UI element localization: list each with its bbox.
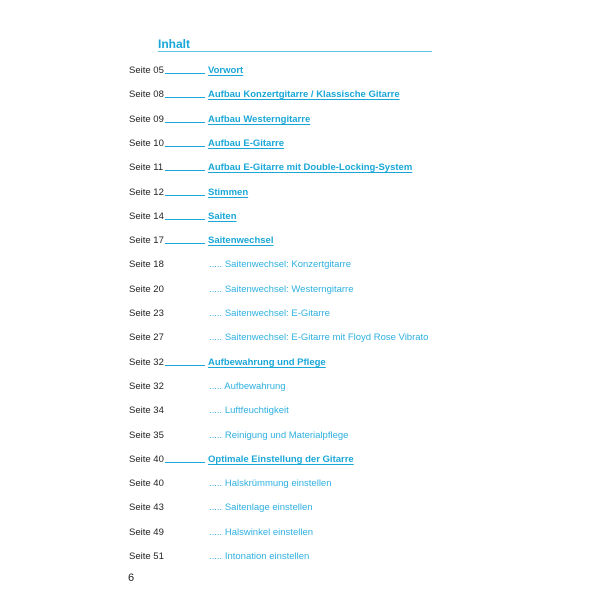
- toc-page-ref: Seite 05: [129, 65, 164, 76]
- toc-page-ref: Seite 14: [129, 210, 164, 222]
- toc-page-ref: Seite 32: [129, 380, 164, 392]
- toc-leader-line: [165, 97, 205, 98]
- toc-page-ref: Seite 49: [129, 526, 164, 538]
- toc-page-ref: Seite 34: [129, 405, 164, 417]
- toc-page-ref: Seite 10: [129, 137, 164, 149]
- toc-subsection-link[interactable]: ..... Luftfeuchtigkeit: [209, 405, 289, 417]
- toc-leader-line: [165, 73, 205, 74]
- toc-subsection-link[interactable]: ..... Reinigung und Materialpflege: [209, 429, 349, 441]
- toc-page-ref: Seite 27: [129, 332, 164, 344]
- toc-leader-line: [165, 170, 205, 171]
- page-number: 6: [128, 572, 135, 584]
- toc-chapter-link[interactable]: Optimale Einstellung der Gitarre: [208, 453, 354, 465]
- toc-row: [0, 379, 600, 395]
- toc-subsection-link[interactable]: ..... Halskrümmung einstellen: [209, 478, 332, 490]
- toc-subsection-link[interactable]: ..... Saitenlage einstellen: [209, 502, 313, 514]
- toc-heading: Inhalt: [158, 37, 190, 51]
- toc-page-ref: Seite 40: [129, 453, 164, 465]
- toc-page-ref: Seite 18: [129, 259, 164, 271]
- toc-row: [0, 87, 600, 103]
- toc-row: [0, 428, 600, 444]
- toc-row: [0, 306, 600, 322]
- toc-page-ref: Seite 08: [129, 89, 164, 101]
- toc-row: [0, 160, 600, 176]
- toc-subsection-link[interactable]: ..... Halswinkel einstellen: [209, 526, 314, 538]
- toc-page-ref: Seite 17: [129, 235, 164, 247]
- toc-row: [0, 355, 600, 371]
- toc-page-ref: Seite 11: [129, 162, 164, 174]
- toc-leader-line: [165, 365, 205, 366]
- toc-subsection-link[interactable]: ..... Saitenwechsel: Westerngitarre: [209, 283, 354, 295]
- toc-row: [0, 403, 600, 419]
- toc-chapter-link[interactable]: Aufbau E-Gitarre: [208, 137, 285, 149]
- toc-chapter-link[interactable]: Aufbau Konzertgitarre / Klassische Gitarre: [208, 89, 400, 101]
- toc-row: [0, 452, 600, 468]
- toc-leader-line: [165, 146, 205, 147]
- toc-row: [0, 525, 600, 541]
- toc-row: [0, 136, 600, 152]
- toc-chapter-link[interactable]: Saitenwechsel: [208, 235, 274, 247]
- toc-leader-line: [165, 219, 205, 220]
- toc-page-ref: Seite 12: [129, 186, 164, 198]
- toc-chapter-link[interactable]: Aufbau Westerngitarre: [208, 113, 311, 125]
- toc-row: [0, 233, 600, 249]
- toc-subsection-link[interactable]: ..... Saitenwechsel: E-Gitarre: [209, 308, 330, 319]
- toc-leader-line: [165, 462, 205, 463]
- toc-row: [0, 63, 600, 79]
- toc-page-ref: Seite 35: [129, 429, 164, 441]
- toc-row: [0, 282, 600, 298]
- toc-leader-line: [165, 122, 205, 123]
- toc-row: [0, 209, 600, 225]
- toc-page-ref: Seite 43: [129, 502, 164, 514]
- toc-page-ref: Seite 09: [129, 113, 164, 125]
- toc-chapter-link[interactable]: Saiten: [208, 210, 237, 222]
- toc-subsection-link[interactable]: ..... Saitenwechsel: E-Gitarre mit Floyd Rose Vibrato: [209, 332, 429, 344]
- toc-page-ref: Seite 23: [129, 308, 164, 319]
- toc-row: [0, 549, 600, 565]
- toc-subsection-link[interactable]: ..... Intonation einstellen: [209, 551, 310, 562]
- toc-row: [0, 112, 600, 128]
- toc-row: [0, 500, 600, 516]
- toc-subsection-link[interactable]: ..... Aufbewahrung: [209, 380, 286, 392]
- toc-chapter-link[interactable]: Vorwort: [208, 65, 244, 76]
- toc-row: [0, 257, 600, 273]
- toc-page-ref: Seite 51: [129, 551, 164, 562]
- toc-chapter-link[interactable]: Aufbau E-Gitarre mit Double-Locking-System: [208, 162, 413, 174]
- toc-leader-line: [165, 243, 205, 244]
- toc-page-ref: Seite 20: [129, 283, 164, 295]
- toc-row: [0, 330, 600, 346]
- toc-page-ref: Seite 32: [129, 356, 164, 368]
- toc-leader-line: [165, 195, 205, 196]
- toc-row: [0, 185, 600, 201]
- toc-chapter-link[interactable]: Aufbewahrung und Pflege: [208, 356, 326, 368]
- toc-row: [0, 476, 600, 492]
- toc-subsection-link[interactable]: ..... Saitenwechsel: Konzertgitarre: [209, 259, 352, 271]
- toc-page-ref: Seite 40: [129, 478, 164, 490]
- toc-chapter-link[interactable]: Stimmen: [208, 186, 249, 198]
